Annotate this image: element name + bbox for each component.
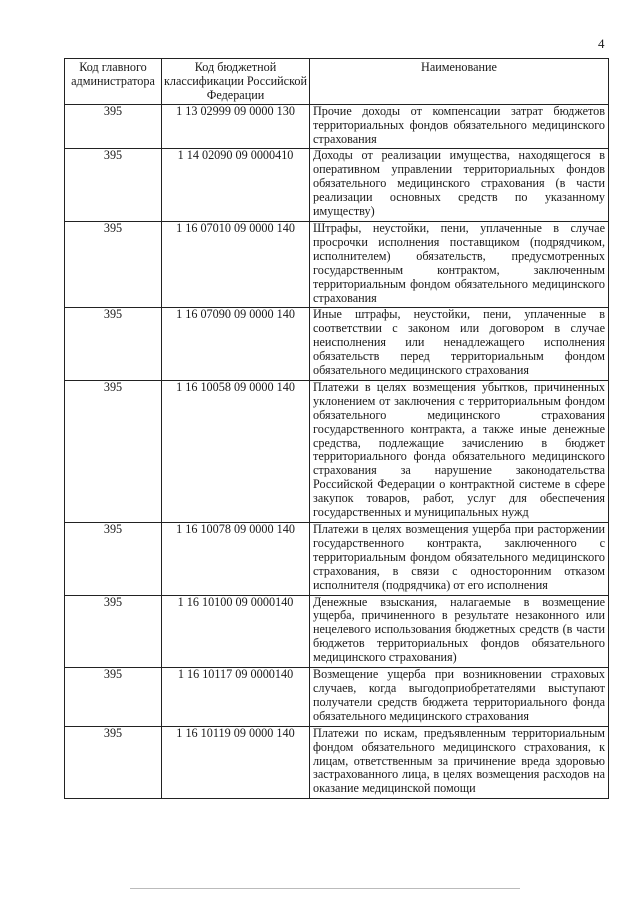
admin-code-cell: 395 bbox=[65, 104, 162, 149]
admin-code-cell: 395 bbox=[65, 523, 162, 596]
budget-code-cell: 1 13 02999 09 0000 130 bbox=[162, 104, 310, 149]
table-row bbox=[65, 380, 609, 522]
header-name bbox=[310, 59, 609, 105]
header-name-label: Наименование bbox=[421, 60, 497, 74]
revenue-name-cell: Платежи по искам, предъявленным территориальным фондом обязательного медицинского страхования, к лицам, ответственным за причинение вреда здоровью застрахованного лица, в целях возмещения расходов на оказание медицинской помощи bbox=[310, 726, 609, 799]
admin-code-cell: 395 bbox=[65, 221, 162, 307]
header-budget-code: Код бюджетной классификации Российской Федерации bbox=[162, 59, 310, 105]
table-row bbox=[65, 523, 609, 596]
admin-code-cell: 395 bbox=[65, 308, 162, 381]
budget-code-cell: 1 14 02090 09 0000410 bbox=[162, 149, 310, 222]
header-admin-code: Код главного администратора bbox=[65, 59, 162, 105]
budget-code-cell: 1 16 10119 09 0000 140 bbox=[162, 726, 310, 799]
table-row bbox=[65, 308, 609, 381]
admin-code-cell: 395 bbox=[65, 380, 162, 522]
revenue-name-cell: Денежные взыскания, налагаемые в возмещение ущерба, причиненного в результате незаконного или нецелевого использования бюджетных средств (в части бюджетов территориальных фондов обязательного медицинского страхования) bbox=[310, 595, 609, 668]
revenue-name-cell: Возмещение ущерба при возникновении страховых случаев, когда выгодоприобретателями выступают получатели средств бюджета территориального фонда обязательного медицинского страхования bbox=[310, 668, 609, 727]
budget-code-cell: 1 16 10100 09 0000140 bbox=[162, 595, 310, 668]
revenue-name-cell: Штрафы, неустойки, пени, уплаченные в случае просрочки исполнения поставщиком (подрядчиком, исполнителем) обязательств, предусмотренных государственным контрактом, заключенным территориальным фондом обязательного медицинского страхования bbox=[310, 221, 609, 307]
revenue-name-cell: Платежи в целях возмещения ущерба при расторжении государственного контракта, заключенного с территориальным фондом обязательного медицинского страхования, в связи с односторонним отказом исполнителя (подрядчика) от его исполнения bbox=[310, 523, 609, 596]
table-row bbox=[65, 595, 609, 668]
page-bottom-divider bbox=[130, 888, 520, 889]
budget-code-cell: 1 16 07090 09 0000 140 bbox=[162, 308, 310, 381]
revenue-name-cell: Платежи в целях возмещения убытков, причиненных уклонением от заключения с территориальным фондом обязательного медицинского страхования государственного контракта, а также иные денежные средства, подлежащие зачислению в бюджет территориального фонда обязательного медицинского страхования за нарушение законодательства Российской Федерации о контрактной системе в сфере закупок товаров, работ, услуг для обеспечения государственных и муниципальных нужд bbox=[310, 380, 609, 522]
revenue-name-cell: Прочие доходы от компенсации затрат бюджетов территориальных фондов обязательного медицинского страхования bbox=[310, 104, 609, 149]
revenue-name-cell: Иные штрафы, неустойки, пени, уплаченные в соответствии с законом или договором в случае неисполнения или ненадлежащего исполнения обязательств перед территориальным фондом обязательного медицинского страхования bbox=[310, 308, 609, 381]
admin-code-cell: 395 bbox=[65, 668, 162, 727]
table-row bbox=[65, 221, 609, 307]
revenue-name-cell: Доходы от реализации имущества, находящегося в оперативном управлении территориальных фондов обязательного медицинского страхования (в части реализации основных средств по указанному имуществу) bbox=[310, 149, 609, 222]
budget-code-cell: 1 16 10078 09 0000 140 bbox=[162, 523, 310, 596]
budget-code-cell: 1 16 07010 09 0000 140 bbox=[162, 221, 310, 307]
revenue-codes-table bbox=[64, 58, 609, 799]
table-row bbox=[65, 668, 609, 727]
table-header-row bbox=[65, 59, 609, 105]
page-number: 4 bbox=[598, 36, 605, 51]
admin-code-cell: 395 bbox=[65, 149, 162, 222]
table-row bbox=[65, 726, 609, 799]
admin-code-cell: 395 bbox=[65, 595, 162, 668]
budget-code-cell: 1 16 10117 09 0000140 bbox=[162, 668, 310, 727]
admin-code-cell: 395 bbox=[65, 726, 162, 799]
table-row bbox=[65, 104, 609, 149]
table-row bbox=[65, 149, 609, 222]
budget-code-cell: 1 16 10058 09 0000 140 bbox=[162, 380, 310, 522]
